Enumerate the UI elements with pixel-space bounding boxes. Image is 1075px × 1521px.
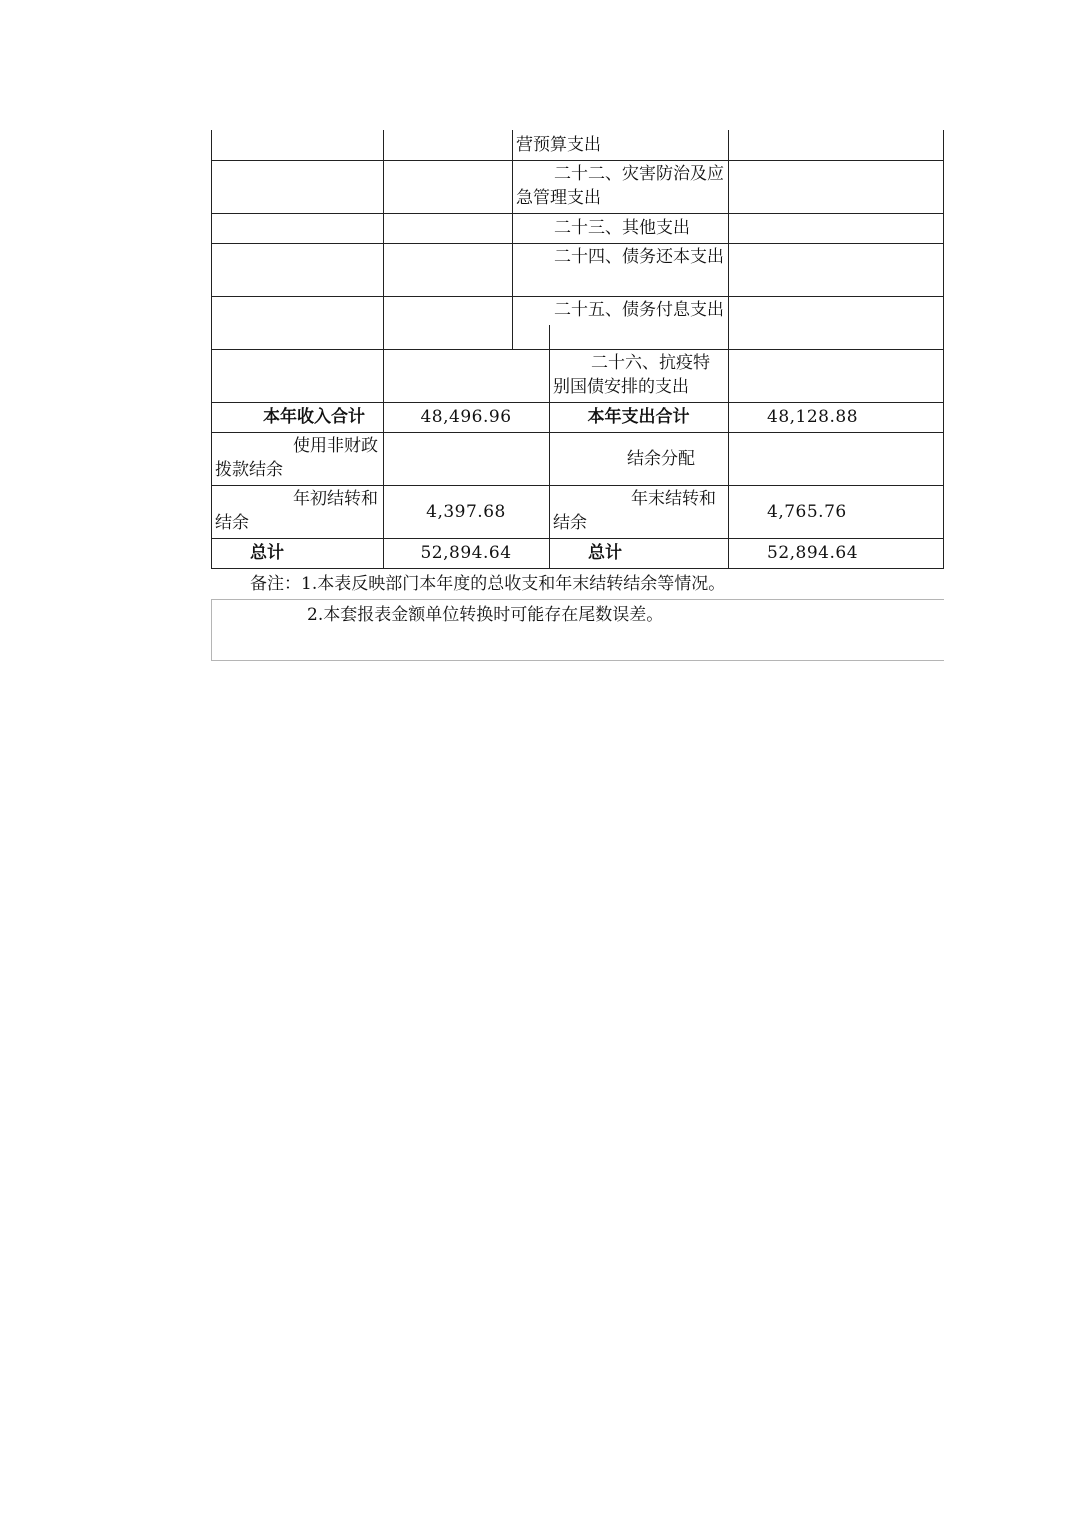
note-box-top [211,599,944,600]
table-row-line [211,485,944,486]
table-border-bottom [211,568,944,569]
note-line-2: 2.本套报表金额单位转换时可能存在尾数误差。 [307,605,664,625]
non-fiscal-surplus-label: 使用非财政拨款结余 [215,436,378,480]
table-row-line [211,160,944,161]
table-cell-expense-item: 二十四、债务还本支出 [554,247,724,267]
end-balance-label: 年末结转和结余 [553,489,716,533]
table-row-line [211,243,944,244]
expense-total-value: 48,128.88 [767,407,859,427]
grand-total-label-right: 总计 [588,543,622,563]
table-cell-expense-item: 营预算支出 [516,135,601,155]
surplus-distribution-label: 结余分配 [627,449,695,469]
grand-total-value-right: 52,894.64 [767,543,859,563]
table-cell-expense-item: 二十五、债务付息支出 [554,300,724,320]
table-row-line [211,538,944,539]
note-line-1: 备注：1.本表反映部门本年度的总收支和年末结转结余等情况。 [250,574,726,594]
grand-total-value-left: 52,894.64 [420,543,512,563]
table-row-line [211,432,944,433]
note-box-bottom [211,660,944,661]
table-cell-expense-item: 二十二、灾害防治及应急管理支出 [516,164,724,208]
table-row-line [211,296,944,297]
income-total-value: 48,496.96 [420,407,512,427]
expense-total-label: 本年支出合计 [587,407,690,427]
income-total-label: 本年收入合计 [263,407,365,427]
table-row-line [211,213,944,214]
table-row-line [211,402,944,403]
grand-total-label-left: 总计 [250,543,284,563]
table-row-line [211,349,944,350]
table-cell-expense-item: 二十三、其他支出 [554,218,690,238]
table-cell-expense-item: 二十六、抗疫特别国债安排的支出 [553,353,710,397]
end-balance-value: 4,765.76 [767,502,847,522]
begin-balance-label: 年初结转和结余 [215,489,378,533]
begin-balance-value: 4,397.68 [426,502,506,522]
